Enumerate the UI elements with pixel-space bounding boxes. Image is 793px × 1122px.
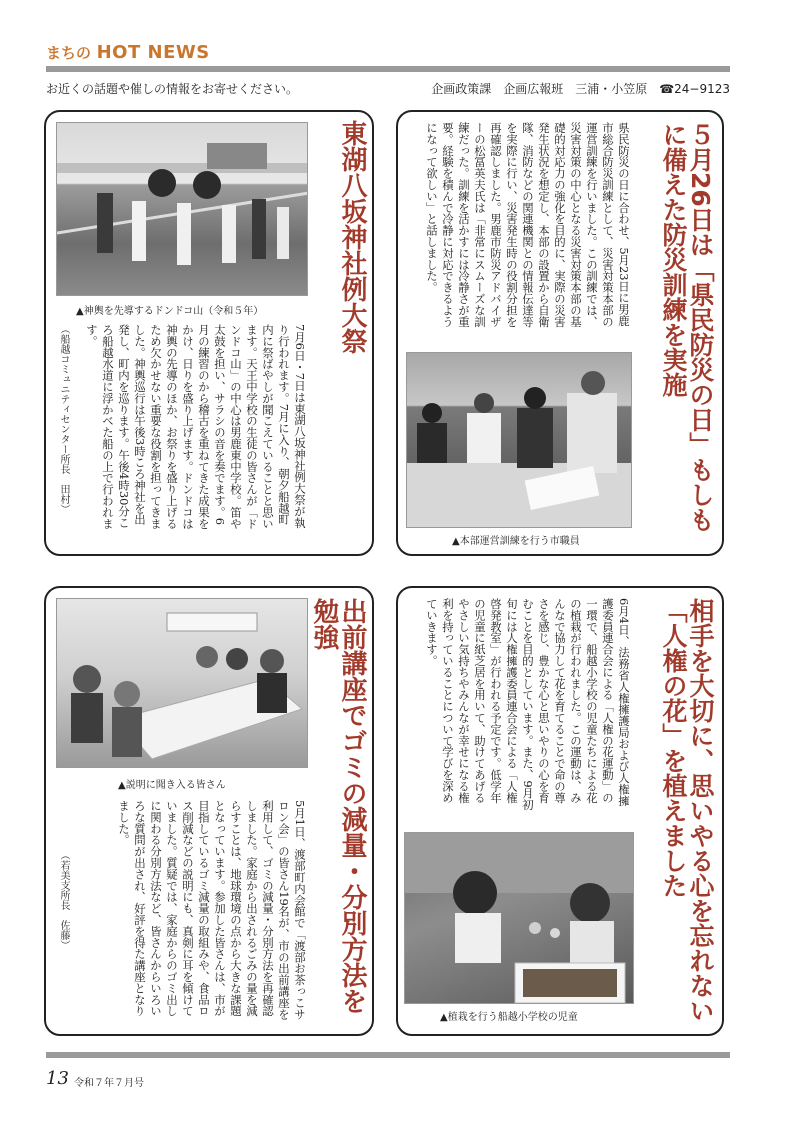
article-drill-body: 県民防災の日に合わせ、5月23日に男鹿市総合防災訓練として、災害対策本部の運営訓練を行いました。この訓練では、災害対策の中心となる災害対策本部の基礎的対応力の強化を目的に、実際の災害発生状況を想定し、本部の設置から自衛隊、消防などの関連機関との情報伝達等を実際に行い、災害発生時の役割分担を再確認しました。男鹿市防災アドバイザーの松冨英夫氏は「非常にスムーズな訓練だった。訓練を活かすには冷静さが重要。経験を積んで冷静に対応できるようになって欲しい」と話しました。: [425, 122, 631, 328]
page-number: 13: [46, 1068, 69, 1089]
section-title: [46, 42, 210, 63]
seminar-photo: [56, 598, 308, 768]
article-festival-title: 東湖八坂神社例大祭: [337, 120, 367, 354]
article-seminar-credit: （若美支所長 佐藤）: [58, 850, 69, 950]
article-flower: [396, 586, 724, 1036]
article-festival: [44, 110, 374, 556]
header-rule: [46, 66, 730, 72]
submission-notice: お近くの話題や催しの情報をお寄せください。: [46, 82, 299, 96]
festival-photo: [56, 122, 308, 296]
contact-info: 企画政策課 企画広報班 三浦・小笠原 ☎24−9123: [431, 82, 730, 96]
drill-photo-art: [407, 353, 632, 528]
article-festival-credit: （船越コミュニティセンター所長 田村）: [58, 324, 69, 514]
article-seminar-body: 5月1日、渡部町内会館で「渡部お茶っこサロン会」の皆さん19名が、市の出前講座を利用して、ゴミの減量・分別方法を再確認しました。家庭から出されるごみの量を減らすことは、地球環境の点から大きな課題となっています。参加した皆さんは、市が目指しているゴミ減量の取組みや、食品ロス削減などの説明にも、真剣に耳を傾けていました。質疑では、家庭からのゴミ出しに関わる分別方法など、皆さんからいろいろな質問が出され、好評を得た講座となりました。: [117, 800, 307, 1020]
article-drill: [396, 110, 724, 556]
article-flower-body: 6月4日、法務省人権擁護局および人権擁護委員連合会による「人権の花運動」の一環で、船越小学校の児童たちによる花の植栽が行われました。この運動は、みんなで協力して花を育てることで命の尊さを感じ、豊かな心と思いやりの心を育むことを目的としています。また、9月初旬には人権擁護委員連合会による「人権啓発教室」が行われる予定です。低学年の児童に紙芝居を用いて、助けてあげるやさしい気持ちやみんなが幸せになる権利を持っていることについて学びを深めていきます。: [425, 598, 631, 811]
festival-caption: ▲神輿を先導するドンドコ山（令和５年）: [76, 306, 264, 317]
section-title-ja: まちの: [46, 44, 92, 62]
article-seminar: [44, 586, 374, 1036]
drill-photo: [406, 352, 632, 528]
footer-rule: [46, 1052, 730, 1058]
section-title-en: HOT NEWS: [96, 42, 210, 63]
flower-caption: ▲植栽を行う船越小学校の児童: [440, 1012, 578, 1023]
article-flower-title: 相手を大切に、思いやる心を忘れない「人権の花」を植えました: [659, 598, 715, 1023]
article-drill-title: ５月26日は「県民防災の日」もしもに備えた防災訓練を実施: [659, 122, 715, 532]
flower-photo-art: [405, 833, 634, 1004]
issue-label: 令和７年７月号: [74, 1078, 144, 1089]
article-festival-body: 7月6日・7日は東湖八坂神社例大祭が執り行われます。7月に入り、朝夕船越町内に祭ばやしが聞こえていることと思います。天王中学校の生徒の皆さんが「ドンドコ山」の中心は男鹿東中学校。笛や太鼓を担い、サラシの音を奏でます。6月の練習のから稽古を重ねてきた成果をかけ、日りを盛り上げます。ドンドコは神輿の先導のほか、お祭りを盛り上げるため欠かせない重要な役割を担ってきました。神輿巡行は午後3時ころ神社を出発し、町内を巡ります。午後4時30分ころ船越水道に浮かべた船の上で行われます。: [85, 324, 307, 530]
seminar-photo-art: [57, 599, 308, 768]
article-seminar-title: 出前講座でゴミの減量・分別方法を勉強: [308, 598, 367, 1014]
festival-photo-art: [57, 123, 308, 296]
drill-caption: ▲本部運営訓練を行う市職員: [452, 536, 580, 547]
flower-photo: [404, 832, 634, 1004]
seminar-caption: ▲説明に聞き入る皆さん: [118, 780, 226, 791]
